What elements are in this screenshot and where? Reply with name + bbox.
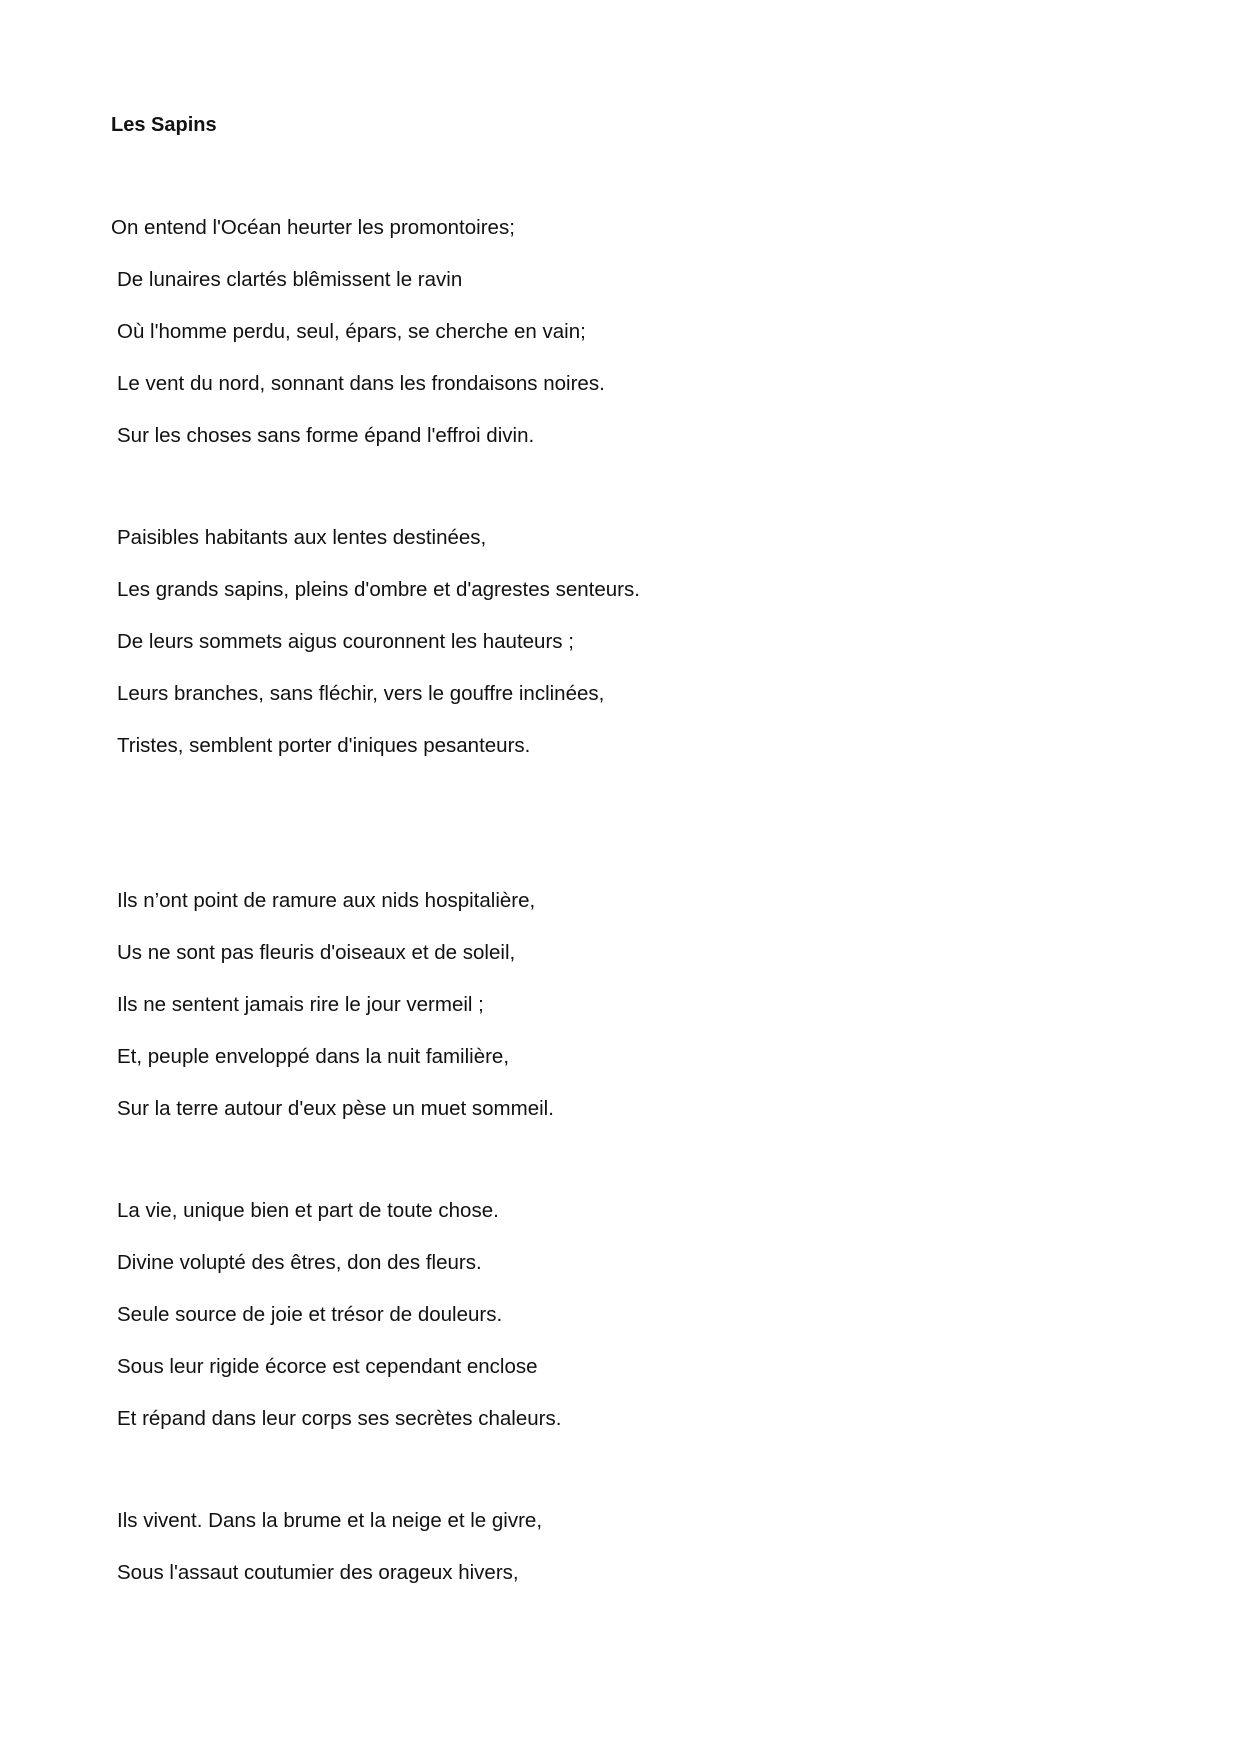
- poem-title: Les Sapins: [111, 114, 217, 136]
- verse-line: Sous leur rigide écorce est cependant enclose: [117, 1355, 538, 1378]
- verse-line: Tristes, semblent porter d'iniques pesanteurs.: [117, 734, 531, 757]
- verse-line: La vie, unique bien et part de toute chose.: [117, 1199, 499, 1222]
- verse-line: Ils n’ont point de ramure aux nids hospitalière,: [117, 889, 536, 912]
- verse-line: Us ne sont pas fleuris d'oiseaux et de soleil,: [117, 941, 516, 964]
- verse-line: De lunaires clartés blêmissent le ravin: [117, 268, 463, 291]
- verse-line: Divine volupté des êtres, don des fleurs.: [117, 1251, 482, 1274]
- verse-line: Sous l'assaut coutumier des orageux hivers,: [117, 1561, 519, 1584]
- verse-line: Ils ne sentent jamais rire le jour vermeil ;: [117, 993, 484, 1016]
- verse-line: Seule source de joie et trésor de douleurs.: [117, 1303, 503, 1326]
- verse-line: Où l'homme perdu, seul, épars, se cherche en vain;: [117, 320, 586, 343]
- verse-line: De leurs sommets aigus couronnent les hauteurs ;: [117, 630, 574, 653]
- verse-line: Le vent du nord, sonnant dans les frondaisons noires.: [117, 372, 605, 395]
- verse-line: Et, peuple enveloppé dans la nuit familière,: [117, 1045, 510, 1068]
- verse-line: Les grands sapins, pleins d'ombre et d'agrestes senteurs.: [117, 578, 640, 601]
- verse-line: Leurs branches, sans fléchir, vers le gouffre inclinées,: [117, 682, 605, 705]
- verse-line: Sur la terre autour d'eux pèse un muet sommeil.: [117, 1097, 554, 1120]
- verse-line: Paisibles habitants aux lentes destinées,: [117, 526, 487, 549]
- verse-line: Et répand dans leur corps ses secrètes chaleurs.: [117, 1407, 562, 1430]
- verse-line: Sur les choses sans forme épand l'effroi divin.: [117, 424, 535, 447]
- verse-line: Ils vivent. Dans la brume et la neige et le givre,: [117, 1509, 543, 1532]
- verse-line: On entend l'Océan heurter les promontoires;: [111, 216, 515, 239]
